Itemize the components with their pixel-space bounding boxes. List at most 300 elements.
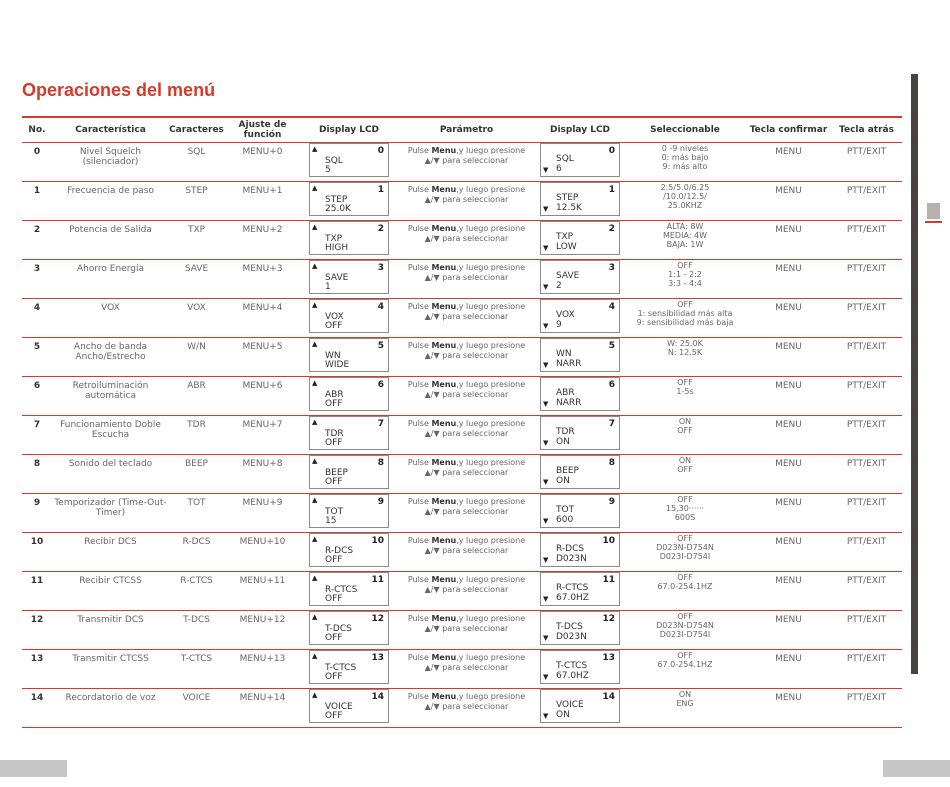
back-key: PTT/EXIT	[831, 299, 902, 338]
parameter-instructions	[397, 260, 536, 299]
characters: R-CTCS	[169, 572, 224, 611]
row-number: 13	[22, 650, 52, 689]
characters: T-DCS	[169, 611, 224, 650]
lcd-after-cell	[536, 533, 624, 572]
row-number: 8	[22, 455, 52, 494]
function-setting: MENU+2	[224, 221, 301, 260]
up-arrow-icon: ▲	[312, 223, 318, 231]
up-arrow-icon: ▲	[312, 262, 318, 270]
up-arrow-icon: ▲	[312, 145, 318, 153]
param-line-2: ▲/▼ para seleccionar	[424, 429, 509, 438]
selectable-option: 3:3 - 4:4	[668, 279, 702, 288]
menu-operations-table	[22, 118, 902, 728]
param-line-2: ▲/▼ para seleccionar	[424, 468, 509, 477]
confirm-key: MENU	[746, 338, 831, 377]
lcd-menu-number: 1	[608, 185, 615, 195]
lcd-menu-number: 14	[602, 692, 615, 702]
lcd-line-1: R-DCS	[556, 544, 585, 554]
lcd-after-cell	[536, 611, 624, 650]
parameter-instructions	[397, 533, 536, 572]
lcd-after-cell	[536, 689, 624, 728]
param-line-1	[397, 263, 536, 273]
table-row	[22, 689, 902, 728]
down-arrow-icon: ▼	[543, 205, 549, 213]
param-menu-key: Menu	[431, 341, 457, 350]
lcd-line-2: HIGH	[325, 243, 349, 253]
table-row	[22, 182, 902, 221]
lcd-menu-number: 8	[377, 458, 384, 468]
param-post: ,y luego presione	[456, 614, 526, 623]
characters: SAVE	[169, 260, 224, 299]
lcd-display-before	[309, 650, 389, 684]
selectable-option: 9: más alto	[662, 162, 708, 171]
lcd-line-2: 2	[556, 281, 562, 291]
param-line-1	[397, 692, 536, 702]
lcd-line-2: OFF	[325, 672, 343, 682]
selectable-option: 0: más bajo	[661, 153, 709, 162]
selectable-option: D023I-D754I	[659, 552, 711, 561]
confirm-key: MENU	[746, 143, 831, 182]
selectable-option: OFF	[677, 534, 693, 543]
up-arrow-icon: ▲	[312, 652, 318, 660]
selectable-values	[624, 533, 746, 572]
back-key: PTT/EXIT	[831, 689, 902, 728]
lcd-line-1: R-CTCS	[556, 583, 589, 593]
param-pre: Pulse	[407, 614, 432, 623]
lcd-display-after	[540, 611, 620, 645]
lcd-menu-number: 0	[608, 146, 615, 156]
up-arrow-icon: ▲	[312, 574, 318, 582]
lcd-line-1: R-CTCS	[325, 585, 358, 595]
param-pre: Pulse	[407, 302, 432, 311]
lcd-menu-number: 5	[608, 341, 615, 351]
parameter-instructions	[397, 416, 536, 455]
up-arrow-icon: ▲	[312, 691, 318, 699]
table-row	[22, 377, 902, 416]
feature-name: Transmitir CTCSS	[52, 650, 169, 689]
selectable-option: OFF	[677, 426, 693, 435]
lcd-line-1: T-CTCS	[325, 663, 357, 673]
lcd-display-after	[540, 533, 620, 567]
param-line-2: ▲/▼ para seleccionar	[424, 273, 509, 282]
table-row	[22, 572, 902, 611]
footer-left-bar	[0, 760, 67, 777]
characters: TDR	[169, 416, 224, 455]
selectable-option: 67.0-254.1HZ	[657, 582, 713, 591]
lcd-before-cell	[301, 494, 397, 533]
lcd-line-1: SAVE	[325, 273, 349, 283]
lcd-line-1: R-DCS	[325, 546, 354, 556]
row-number: 1	[22, 182, 52, 221]
lcd-after-cell	[536, 182, 624, 221]
characters: ABR	[169, 377, 224, 416]
confirm-key: MENU	[746, 182, 831, 221]
up-arrow-icon: ▲	[312, 379, 318, 387]
param-line-1	[397, 419, 536, 429]
lcd-line-2: 67.0HZ	[556, 671, 589, 681]
selectable-values	[624, 416, 746, 455]
lcd-line-2: ON	[556, 710, 570, 720]
lcd-line-1: TXP	[556, 232, 574, 242]
lcd-line-2: 6	[556, 164, 562, 174]
lcd-after-cell	[536, 260, 624, 299]
param-menu-key: Menu	[431, 458, 457, 467]
selectable-values	[624, 572, 746, 611]
up-arrow-icon: ▲	[312, 457, 318, 465]
characters: W/N	[169, 338, 224, 377]
lcd-menu-number: 4	[377, 302, 384, 312]
lcd-display-before	[309, 143, 389, 177]
up-arrow-icon: ▲	[312, 418, 318, 426]
down-arrow-icon: ▼	[543, 244, 549, 252]
function-setting: MENU+4	[224, 299, 301, 338]
selectable-values	[624, 455, 746, 494]
selectable-option: 15,30······	[665, 504, 705, 513]
up-arrow-icon: ▲	[312, 535, 318, 543]
lcd-before-cell	[301, 182, 397, 221]
lcd-menu-number: 13	[371, 653, 384, 663]
param-pre: Pulse	[407, 263, 432, 272]
function-setting: MENU+13	[224, 650, 301, 689]
param-pre: Pulse	[407, 146, 432, 155]
header-seleccionable: Seleccionable	[624, 118, 746, 143]
up-arrow-icon: ▲	[312, 496, 318, 504]
header-tecla-atras: Tecla atrás	[831, 118, 902, 143]
lcd-line-2: 1	[325, 282, 331, 292]
lcd-menu-number: 6	[377, 380, 384, 390]
selectable-values	[624, 494, 746, 533]
lcd-after-cell	[536, 455, 624, 494]
lcd-menu-number: 10	[602, 536, 615, 546]
back-key: PTT/EXIT	[831, 611, 902, 650]
lcd-menu-number: 4	[608, 302, 615, 312]
param-post: ,y luego presione	[456, 224, 526, 233]
table-header-row	[22, 118, 902, 143]
parameter-instructions	[397, 377, 536, 416]
param-menu-key: Menu	[431, 497, 457, 506]
param-menu-key: Menu	[431, 692, 457, 701]
lcd-display-after	[540, 416, 620, 450]
lcd-display-before	[309, 221, 389, 255]
back-key: PTT/EXIT	[831, 416, 902, 455]
footer-right-bar	[883, 760, 950, 777]
lcd-menu-number: 9	[377, 497, 384, 507]
param-pre: Pulse	[407, 224, 432, 233]
param-pre: Pulse	[407, 458, 432, 467]
lcd-menu-number: 11	[602, 575, 615, 585]
lcd-menu-number: 7	[377, 419, 384, 429]
lcd-line-2: OFF	[325, 477, 343, 487]
selectable-values	[624, 260, 746, 299]
page-title: Operaciones del menú	[22, 80, 216, 100]
header-no: No.	[22, 118, 52, 143]
param-pre: Pulse	[407, 380, 432, 389]
selectable-option: 0 -9 niveles	[661, 144, 709, 153]
lcd-after-cell	[536, 416, 624, 455]
header-ajuste: Ajuste de función	[224, 118, 301, 143]
characters: STEP	[169, 182, 224, 221]
table-row	[22, 650, 902, 689]
lcd-line-2: OFF	[325, 594, 343, 604]
selectable-values	[624, 221, 746, 260]
selectable-option: 2.5/5.0/6.25	[660, 183, 710, 192]
param-post: ,y luego presione	[456, 692, 526, 701]
param-line-1	[397, 224, 536, 234]
parameter-instructions	[397, 572, 536, 611]
parameter-instructions	[397, 338, 536, 377]
lcd-after-cell	[536, 299, 624, 338]
param-menu-key: Menu	[431, 224, 457, 233]
table-row	[22, 338, 902, 377]
function-setting: MENU+12	[224, 611, 301, 650]
back-key: PTT/EXIT	[831, 533, 902, 572]
parameter-instructions	[397, 299, 536, 338]
param-line-2: ▲/▼ para seleccionar	[424, 546, 509, 555]
param-line-1	[397, 302, 536, 312]
lcd-line-2: OFF	[325, 438, 343, 448]
selectable-option: D023I-D754I	[659, 630, 711, 639]
param-menu-key: Menu	[431, 653, 457, 662]
lcd-line-1: VOX	[556, 310, 575, 320]
lcd-line-2: NARR	[556, 398, 582, 408]
lcd-menu-number: 1	[377, 185, 384, 195]
param-post: ,y luego presione	[456, 536, 526, 545]
param-post: ,y luego presione	[456, 263, 526, 272]
back-key: PTT/EXIT	[831, 455, 902, 494]
lcd-line-1: T-DCS	[556, 622, 583, 632]
param-line-2: ▲/▼ para seleccionar	[424, 390, 509, 399]
selectable-option: 1: sensibilidad más alta	[637, 309, 733, 318]
feature-name: Funcionamiento Doble Escucha	[52, 416, 169, 455]
lcd-before-cell	[301, 377, 397, 416]
param-post: ,y luego presione	[456, 302, 526, 311]
param-line-1	[397, 653, 536, 663]
param-menu-key: Menu	[431, 263, 457, 272]
table-row	[22, 611, 902, 650]
lcd-display-after	[540, 377, 620, 411]
down-arrow-icon: ▼	[543, 283, 549, 291]
selectable-option: N: 12.5K	[667, 348, 703, 357]
param-line-1	[397, 146, 536, 156]
lcd-line-2: 12.5K	[556, 203, 582, 213]
selectable-option: 67.0-254.1HZ	[657, 660, 713, 669]
lcd-line-2: OFF	[325, 555, 343, 565]
selectable-option: OFF	[677, 378, 693, 387]
lcd-display-after	[540, 260, 620, 294]
row-number: 12	[22, 611, 52, 650]
param-menu-key: Menu	[431, 380, 457, 389]
param-line-2: ▲/▼ para seleccionar	[424, 234, 509, 243]
confirm-key: MENU	[746, 260, 831, 299]
param-menu-key: Menu	[431, 302, 457, 311]
header-display-lcd-1: Display LCD	[301, 118, 397, 143]
table-row	[22, 455, 902, 494]
function-setting: MENU+6	[224, 377, 301, 416]
lcd-display-after	[540, 455, 620, 489]
table-row	[22, 533, 902, 572]
back-key: PTT/EXIT	[831, 572, 902, 611]
param-pre: Pulse	[407, 692, 432, 701]
back-key: PTT/EXIT	[831, 221, 902, 260]
lcd-before-cell	[301, 572, 397, 611]
lcd-display-after	[540, 572, 620, 606]
lcd-menu-number: 10	[371, 536, 384, 546]
lcd-before-cell	[301, 650, 397, 689]
lcd-menu-number: 3	[608, 263, 615, 273]
selectable-option: OFF	[677, 573, 693, 582]
row-number: 14	[22, 689, 52, 728]
parameter-instructions	[397, 650, 536, 689]
lcd-line-1: TOT	[325, 507, 344, 517]
lcd-line-2: OFF	[325, 711, 343, 721]
lcd-line-1: BEEP	[325, 468, 348, 478]
lcd-line-1: ABR	[556, 388, 575, 398]
selectable-option: D023N-D754N	[656, 621, 714, 630]
lcd-line-1: TOT	[556, 505, 575, 515]
up-arrow-icon: ▲	[312, 340, 318, 348]
lcd-menu-number: 12	[602, 614, 615, 624]
down-arrow-icon: ▼	[543, 400, 549, 408]
feature-name: Ahorro Energía	[52, 260, 169, 299]
lcd-line-1: SQL	[325, 156, 343, 166]
lcd-line-1: TXP	[325, 234, 343, 244]
back-key: PTT/EXIT	[831, 494, 902, 533]
characters: VOICE	[169, 689, 224, 728]
lcd-before-cell	[301, 416, 397, 455]
lcd-line-1: TDR	[556, 427, 575, 437]
param-line-2: ▲/▼ para seleccionar	[424, 702, 509, 711]
down-arrow-icon: ▼	[543, 556, 549, 564]
selectable-option: 1:1 - 2:2	[668, 270, 702, 279]
selectable-option: OFF	[677, 612, 693, 621]
down-arrow-icon: ▼	[543, 478, 549, 486]
lcd-after-cell	[536, 338, 624, 377]
characters: VOX	[169, 299, 224, 338]
param-line-2: ▲/▼ para seleccionar	[424, 312, 509, 321]
row-number: 10	[22, 533, 52, 572]
param-pre: Pulse	[407, 185, 432, 194]
param-post: ,y luego presione	[456, 185, 526, 194]
lcd-line-2: 67.0HZ	[556, 593, 589, 603]
param-line-2: ▲/▼ para seleccionar	[424, 507, 509, 516]
lcd-line-1: VOICE	[556, 700, 584, 710]
table-row	[22, 416, 902, 455]
param-line-2: ▲/▼ para seleccionar	[424, 585, 509, 594]
lcd-line-1: SQL	[556, 154, 574, 164]
lcd-before-cell	[301, 533, 397, 572]
confirm-key: MENU	[746, 221, 831, 260]
lcd-line-2: D023N	[556, 554, 587, 564]
down-arrow-icon: ▼	[543, 439, 549, 447]
param-post: ,y luego presione	[456, 419, 526, 428]
lcd-display-after	[540, 221, 620, 255]
lcd-display-after	[540, 143, 620, 177]
lcd-display-before	[309, 182, 389, 216]
table-row	[22, 221, 902, 260]
param-post: ,y luego presione	[456, 497, 526, 506]
param-menu-key: Menu	[431, 614, 457, 623]
param-menu-key: Menu	[431, 419, 457, 428]
confirm-key: MENU	[746, 494, 831, 533]
lcd-menu-number: 0	[377, 146, 384, 156]
lcd-display-before	[309, 533, 389, 567]
lcd-line-1: WN	[325, 351, 341, 361]
selectable-values	[624, 338, 746, 377]
row-number: 6	[22, 377, 52, 416]
row-number: 0	[22, 143, 52, 182]
lcd-display-before	[309, 299, 389, 333]
param-line-2: ▲/▼ para seleccionar	[424, 624, 509, 633]
lcd-display-before	[309, 455, 389, 489]
feature-name: Recordatorio de voz	[52, 689, 169, 728]
lcd-line-1: T-CTCS	[556, 661, 588, 671]
back-key: PTT/EXIT	[831, 260, 902, 299]
lcd-line-1: VOX	[325, 312, 344, 322]
selectable-option: 9: sensibilidad más baja	[636, 318, 734, 327]
lcd-line-2: 15	[325, 516, 337, 526]
lcd-menu-number: 7	[608, 419, 615, 429]
param-menu-key: Menu	[431, 185, 457, 194]
param-post: ,y luego presione	[456, 575, 526, 584]
function-setting: MENU+7	[224, 416, 301, 455]
row-number: 7	[22, 416, 52, 455]
lcd-before-cell	[301, 689, 397, 728]
row-number: 9	[22, 494, 52, 533]
selectable-option: /10.0/12.5/	[663, 192, 707, 201]
characters: SQL	[169, 143, 224, 182]
lcd-line-2: NARR	[556, 359, 582, 369]
parameter-instructions	[397, 689, 536, 728]
confirm-key: MENU	[746, 377, 831, 416]
parameter-instructions	[397, 455, 536, 494]
back-key: PTT/EXIT	[831, 650, 902, 689]
lcd-line-1: SAVE	[556, 271, 580, 281]
feature-name: Recibir CTCSS	[52, 572, 169, 611]
row-number: 5	[22, 338, 52, 377]
lcd-display-before	[309, 377, 389, 411]
lcd-menu-number: 13	[602, 653, 615, 663]
row-number: 2	[22, 221, 52, 260]
selectable-values	[624, 182, 746, 221]
lcd-line-1: STEP	[556, 193, 579, 203]
lcd-display-before	[309, 416, 389, 450]
lcd-menu-number: 6	[608, 380, 615, 390]
param-line-1	[397, 380, 536, 390]
function-setting: MENU+1	[224, 182, 301, 221]
lcd-display-before	[309, 338, 389, 372]
header-caracteres: Caracteres	[169, 118, 224, 143]
selectable-option: ENG	[676, 699, 694, 708]
selectable-option: ON	[678, 690, 692, 699]
lcd-line-2: ON	[556, 476, 570, 486]
table-row	[22, 299, 902, 338]
lcd-line-2: OFF	[325, 633, 343, 643]
lcd-menu-number: 8	[608, 458, 615, 468]
lcd-line-2: OFF	[325, 321, 343, 331]
down-arrow-icon: ▼	[543, 361, 549, 369]
row-number: 3	[22, 260, 52, 299]
down-arrow-icon: ▼	[543, 517, 549, 525]
selectable-values	[624, 377, 746, 416]
function-setting: MENU+14	[224, 689, 301, 728]
param-line-2: ▲/▼ para seleccionar	[424, 351, 509, 360]
selectable-option: OFF	[677, 465, 693, 474]
confirm-key: MENU	[746, 689, 831, 728]
up-arrow-icon: ▲	[312, 184, 318, 192]
lcd-line-2: 5	[325, 165, 331, 175]
param-post: ,y luego presione	[456, 653, 526, 662]
selectable-option: ALTA: 8W	[666, 222, 704, 231]
